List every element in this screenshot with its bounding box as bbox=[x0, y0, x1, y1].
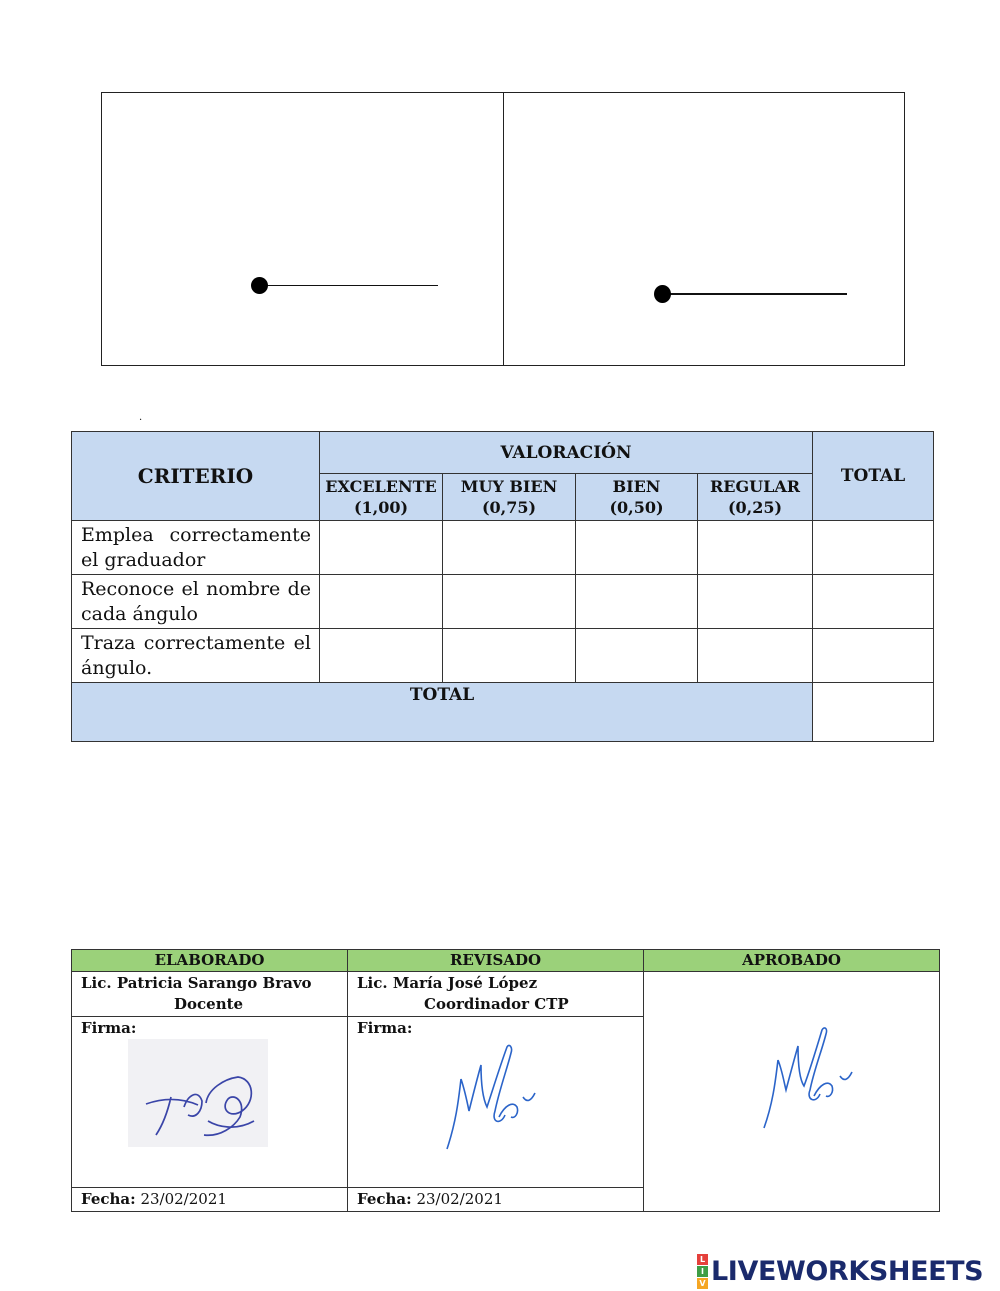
stray-dot: . bbox=[139, 412, 143, 423]
score-cell[interactable] bbox=[576, 629, 698, 683]
level-regular: REGULAR (0,25) bbox=[698, 474, 813, 521]
angle-box-right[interactable] bbox=[503, 93, 905, 365]
score-cell[interactable] bbox=[698, 629, 813, 683]
criterion-1: Emplea correctamente el graduador bbox=[72, 521, 320, 575]
level-excelente: EXCELENTE (1,00) bbox=[320, 474, 443, 521]
elaborado-signature bbox=[136, 1049, 276, 1149]
angle-box-left[interactable] bbox=[102, 93, 503, 365]
angle-vertex-left bbox=[251, 277, 268, 294]
revisado-date: Fecha: 23/02/2021 bbox=[348, 1188, 644, 1212]
criterio-header: CRITERIO bbox=[72, 432, 320, 521]
score-cell[interactable] bbox=[320, 521, 443, 575]
total-cell[interactable] bbox=[813, 521, 934, 575]
total-cell[interactable] bbox=[813, 575, 934, 629]
total-cell[interactable] bbox=[813, 629, 934, 683]
score-cell[interactable] bbox=[698, 521, 813, 575]
elaborado-role: Docente bbox=[174, 995, 244, 1013]
elaborado-name: Lic. Patricia Sarango Bravo bbox=[81, 974, 312, 992]
valoracion-header: VALORACIÓN bbox=[320, 432, 813, 474]
angle-ray-right bbox=[663, 293, 847, 295]
logo-text: LIVEWORKSHEETS bbox=[711, 1255, 984, 1287]
elaborado-firma-cell bbox=[72, 1017, 348, 1188]
aprobado-header: APROBADO bbox=[644, 950, 940, 972]
score-cell[interactable] bbox=[320, 629, 443, 683]
elaborado-person bbox=[72, 972, 348, 1017]
logo-square: V bbox=[697, 1278, 708, 1289]
grand-total-label: TOTAL bbox=[72, 683, 813, 742]
logo-square: L bbox=[697, 1254, 708, 1265]
elaborado-date: Fecha: 23/02/2021 bbox=[72, 1188, 348, 1212]
score-cell[interactable] bbox=[576, 575, 698, 629]
revisado-firma-label: Firma: bbox=[357, 1019, 413, 1037]
revisado-signature bbox=[437, 1039, 537, 1154]
elaborado-header: ELABORADO bbox=[72, 950, 348, 972]
revisado-role: Coordinador CTP bbox=[424, 995, 569, 1013]
aprobado-signature-cell bbox=[644, 972, 940, 1212]
revisado-person bbox=[348, 972, 644, 1017]
level-muy-bien: MUY BIEN (0,75) bbox=[443, 474, 576, 521]
logo-square: I bbox=[697, 1266, 708, 1277]
criterion-2: Reconoce el nombre de cada ángulo bbox=[72, 575, 320, 629]
revisado-header: REVISADO bbox=[348, 950, 644, 972]
angle-ray-left bbox=[260, 285, 438, 286]
revisado-name: Lic. María José López bbox=[357, 974, 538, 992]
grand-total-cell[interactable] bbox=[813, 683, 934, 742]
score-cell[interactable] bbox=[320, 575, 443, 629]
score-cell[interactable] bbox=[443, 629, 576, 683]
logo-squares-icon bbox=[697, 1254, 708, 1289]
score-cell[interactable] bbox=[576, 521, 698, 575]
rubric-table bbox=[71, 431, 934, 742]
elaborado-firma-label: Firma: bbox=[81, 1019, 137, 1037]
score-cell[interactable] bbox=[698, 575, 813, 629]
approval-table bbox=[71, 949, 940, 1212]
angle-drawing-area bbox=[101, 92, 905, 366]
criterion-3: Traza correctamente el ángulo. bbox=[72, 629, 320, 683]
revisado-firma-cell bbox=[348, 1017, 644, 1188]
total-header: TOTAL bbox=[813, 432, 934, 521]
liveworksheets-logo bbox=[697, 1253, 983, 1289]
angle-vertex-right bbox=[654, 285, 671, 303]
score-cell[interactable] bbox=[443, 575, 576, 629]
score-cell[interactable] bbox=[443, 521, 576, 575]
aprobado-signature bbox=[754, 1020, 854, 1135]
level-bien: BIEN (0,50) bbox=[576, 474, 698, 521]
